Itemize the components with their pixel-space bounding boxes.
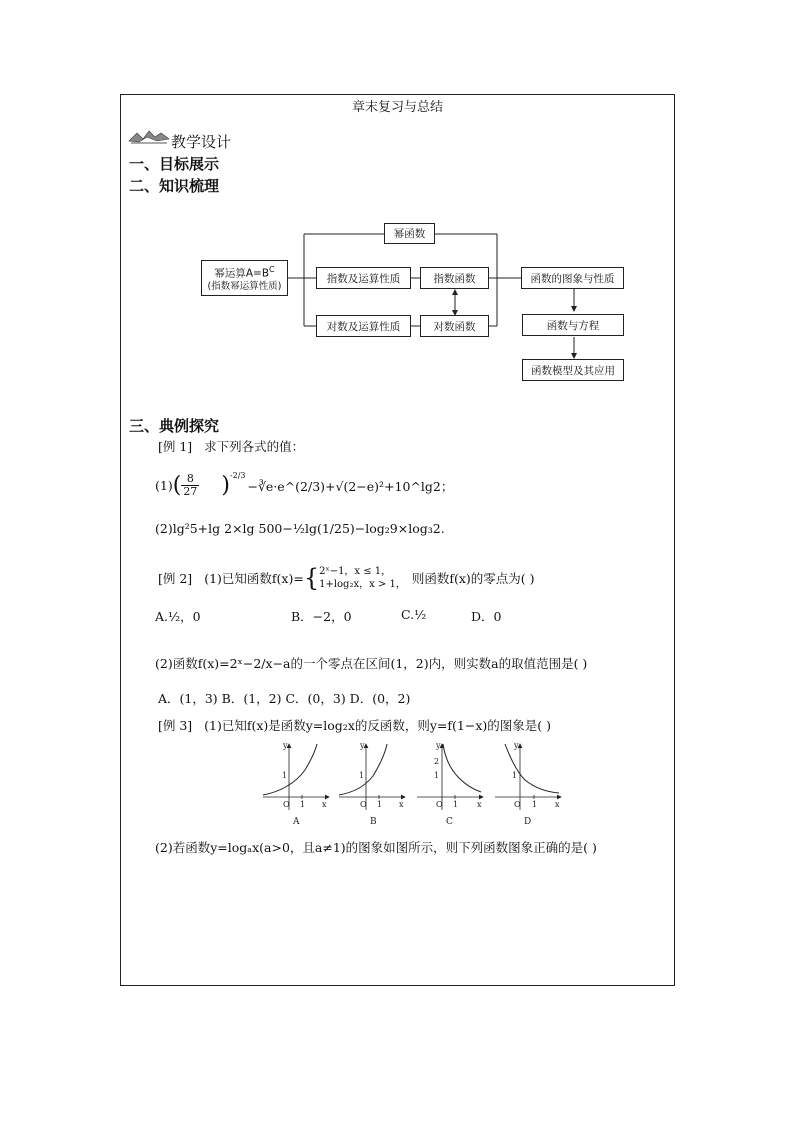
section-goals: 一、目标展示 bbox=[129, 155, 220, 173]
example3-label: [例 3] bbox=[158, 718, 193, 733]
box-exp-function: 指数函数 bbox=[420, 267, 489, 289]
example2-label: [例 2] bbox=[158, 571, 193, 586]
example1-part2: (2)lg²5+lg 2×lg 500−½lg(1/25)−log₂9×log₃2. bbox=[155, 521, 445, 536]
example2-q1-text: (1)已知函数f(x)= bbox=[204, 571, 304, 586]
svg-text:x: x bbox=[399, 800, 404, 809]
root-line2: (指数幂运算性质) bbox=[207, 281, 282, 293]
svg-text:2: 2 bbox=[434, 757, 440, 766]
box-graph-properties: 函数的图象与性质 bbox=[521, 267, 624, 289]
svg-text:1: 1 bbox=[300, 800, 306, 809]
svg-text:y: y bbox=[283, 741, 288, 750]
graph-a bbox=[263, 744, 329, 810]
example2-question1: [例 2] (1)已知函数f(x)= { 2ˣ−1，x ≤ 1， 1+log₂x，x > 1， 则函数f(x)的零点为( ) bbox=[158, 564, 535, 592]
box-exp-properties: 指数及运算性质 bbox=[316, 267, 411, 289]
example1-line bbox=[158, 437, 304, 455]
example2-q1-tail: 则函数f(x)的零点为( ) bbox=[411, 571, 535, 586]
example2-option-b: B．−2，0 bbox=[291, 609, 352, 624]
graph-caption-a: A bbox=[293, 817, 300, 827]
box-function-model: 函数模型及其应用 bbox=[522, 359, 624, 381]
graph-c bbox=[417, 744, 483, 810]
example1-part1: (1) ( $\frac{8}{27}$ ) -2/3 −∛e·e^(2/3)+√(2−e)²+10^lg2； bbox=[155, 471, 454, 498]
example1-p1-prefix: (1) bbox=[155, 478, 173, 493]
example1-fraction: $\frac{8}{27}$ bbox=[183, 472, 198, 498]
example1-label: [例 1] bbox=[158, 439, 193, 454]
svg-text:O: O bbox=[283, 800, 290, 809]
example2-piecewise: 2ˣ−1，x ≤ 1， 1+log₂x，x > 1， bbox=[319, 566, 406, 590]
box-power-function: 幂函数 bbox=[384, 223, 435, 244]
svg-text:1: 1 bbox=[512, 771, 518, 780]
box-log-properties: 对数及运算性质 bbox=[316, 315, 411, 337]
graph-caption-c: C bbox=[446, 817, 453, 827]
svg-text:1: 1 bbox=[282, 771, 288, 780]
example1-p1-rest: −∛e·e^(2/3)+√(2−e)²+10^lg2； bbox=[247, 478, 454, 494]
box-function-equation: 函数与方程 bbox=[522, 314, 624, 336]
root-line1: 幂运算$A=B^C$ bbox=[214, 264, 275, 280]
svg-text:y: y bbox=[436, 741, 441, 750]
svg-text:1: 1 bbox=[453, 800, 459, 809]
example2-q2-options: A．(1，3) B．(1，2) C．(0，3) D．(0，2) bbox=[158, 691, 411, 706]
svg-text:x: x bbox=[555, 800, 560, 809]
content-frame bbox=[120, 94, 675, 986]
svg-text:x: x bbox=[322, 800, 327, 809]
page-title: 章末复习与总结 bbox=[351, 100, 443, 115]
example3-graphs bbox=[259, 740, 569, 828]
example2-option-a: A.½，0 bbox=[155, 609, 201, 624]
svg-text:y: y bbox=[514, 741, 519, 750]
example2-option-d: D．0 bbox=[471, 609, 502, 624]
graph-d bbox=[495, 744, 561, 810]
example1-exponent: -2/3 bbox=[229, 471, 246, 480]
example1-prompt: 求下列各式的值： bbox=[204, 439, 305, 454]
svg-text:O: O bbox=[436, 800, 443, 809]
section-design: 教学设计 bbox=[171, 133, 232, 151]
svg-text:1: 1 bbox=[532, 800, 538, 809]
box-power-operation bbox=[201, 260, 288, 296]
svg-text:1: 1 bbox=[434, 771, 440, 780]
section-knowledge: 二、知识梳理 bbox=[129, 177, 220, 195]
example3-q1: (1)已知f(x)是函数y=log₂x的反函数，则y=f(1−x)的图象是( ) bbox=[204, 718, 551, 733]
example2-option-c: C.½ bbox=[401, 607, 427, 622]
graph-b bbox=[339, 744, 405, 810]
svg-text:y: y bbox=[360, 741, 365, 750]
example2-question2: (2)函数f(x)=2ˣ−2/x−a的一个零点在区间(1，2)内，则实数a的取值范围是( ) bbox=[155, 656, 588, 671]
example3-line bbox=[158, 716, 551, 734]
box-log-function: 对数函数 bbox=[420, 315, 489, 337]
graph-caption-d: D bbox=[524, 817, 532, 827]
svg-text:O: O bbox=[360, 800, 367, 809]
example3-question2: (2)若函数y=logₐx(a>0，且a≠1)的图象如图所示，则下列函数图象正确的是( ) bbox=[155, 840, 597, 855]
svg-text:O: O bbox=[514, 800, 521, 809]
graph-caption-b: B bbox=[370, 817, 377, 827]
svg-text:1: 1 bbox=[377, 800, 383, 809]
svg-text:x: x bbox=[477, 800, 482, 809]
section-examples: 三、典例探究 bbox=[129, 417, 220, 435]
svg-text:1: 1 bbox=[359, 771, 365, 780]
